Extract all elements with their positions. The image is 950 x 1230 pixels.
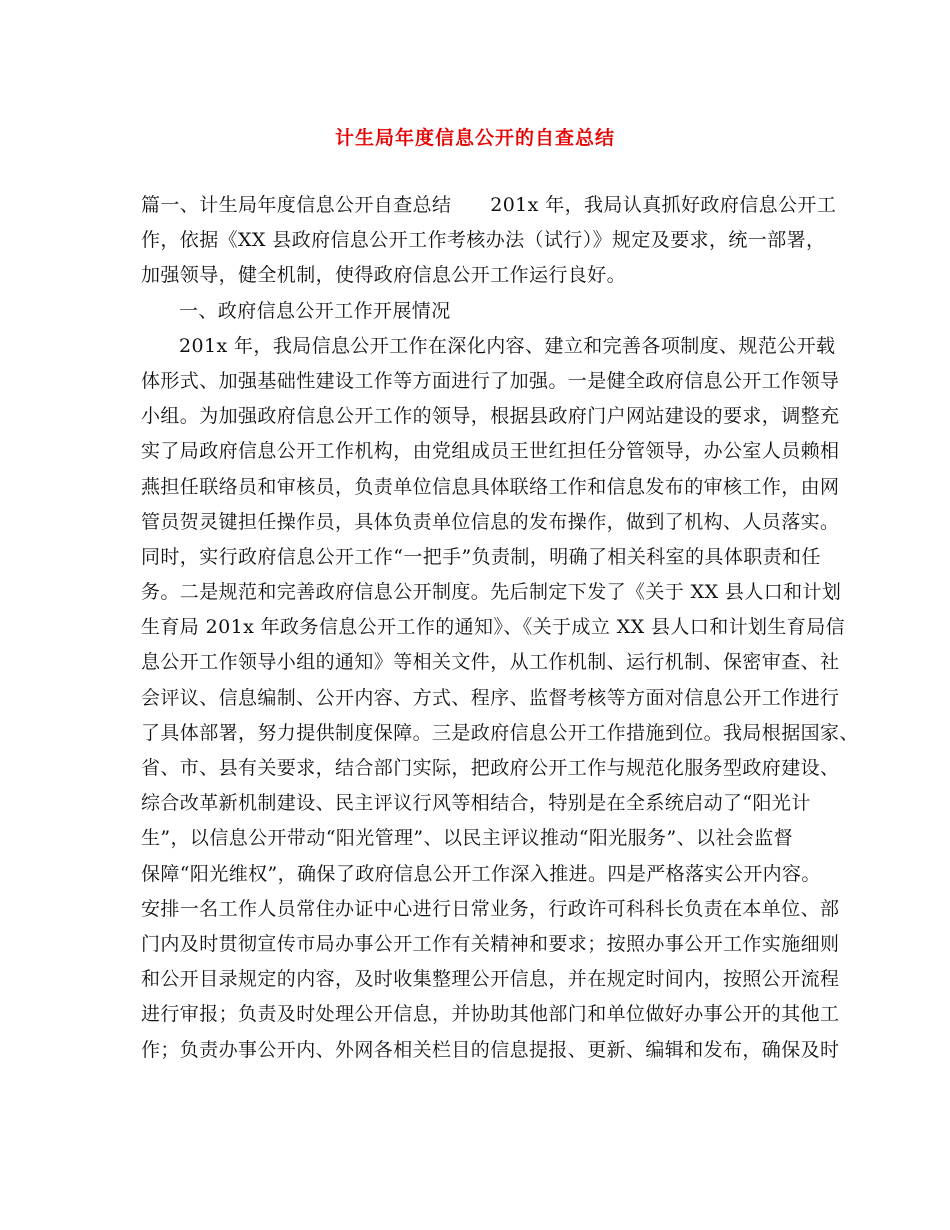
paragraph-line: 201x 年，我局信息公开工作在深化内容、建立和完善各项制度、规范公开载	[179, 334, 836, 357]
paragraph-line: 务。二是规范和完善政府信息公开制度。先后制定下发了《关于 XX 县人口和计划	[141, 581, 842, 604]
paragraph-line: 实了局政府信息公开工作机构，由党组成员王世红担任分管领导，办公室人员赖相	[141, 440, 840, 463]
paragraph-line: 管员贺灵键担任操作员，具体负责单位信息的发布操作，做到了机构、人员落实。	[141, 510, 840, 533]
document-title: 计生局年度信息公开的自查总结	[334, 127, 615, 149]
paragraph-line: 作；负责办事公开内、外网各相关栏目的信息提报、更新、编辑和发布，确保及时	[141, 1038, 840, 1061]
document-body	[141, 193, 859, 1073]
paragraph-line: 省、市、县有关要求，结合部门实际，把政府公开工作与规范化服务型政府建设、	[141, 757, 840, 779]
paragraph-line: 篇一、计生局年度信息公开自查总结 201x 年，我局认真抓好政府信息公开工	[141, 194, 837, 216]
paragraph-line: 会评议、信息编制、公开内容、方式、程序、监督考核等方面对信息公开工作进行	[141, 686, 840, 709]
paragraph-line: 进行审报；负责及时处理公开信息，并协助其他部门和单位做好办事公开的其他工	[141, 1003, 840, 1026]
section-heading: 一、政府信息公开工作开展情况	[179, 299, 451, 322]
paragraph-line: 加强领导，健全机制，使得政府信息公开工作运行良好。	[141, 264, 627, 287]
paragraph-line: 保障“阳光维权”，确保了政府信息公开工作深入推进。四是严格落实公开内容。	[141, 862, 821, 885]
paragraph-line: 和公开目录规定的内容，及时收集整理公开信息，并在规定时间内，按照公开流程	[141, 968, 840, 991]
paragraph-line: 生”，以信息公开带动“阳光管理”、以民主评议推动“阳光服务”、以社会监督	[141, 827, 793, 850]
paragraph-line: 息公开工作领导小组的通知》等相关文件，从工作机制、运行机制、保密审查、社	[141, 651, 840, 674]
paragraph-line: 体形式、加强基础性建设工作等方面进行了加强。一是健全政府信息公开工作领导	[141, 369, 840, 392]
paragraph-line: 门内及时贯彻宣传市局办事公开工作有关精神和要求；按照办事公开工作实施细则	[141, 932, 840, 955]
paragraph-line: 综合改革新机制建设、民主评议行风等相结合，特别是在全系统启动了“阳光计	[141, 792, 811, 815]
paragraph-line: 安排一名工作人员常住办证中心进行日常业务，行政许可科科长负责在本单位、部	[141, 897, 840, 920]
paragraph-line: 了具体部署，努力提供制度保障。三是政府信息公开工作措施到位。我局根据国家、	[141, 721, 859, 744]
paragraph-line: 同时，实行政府信息公开工作“一把手”负责制，明确了相关科室的具体职责和任	[141, 545, 821, 568]
paragraph-line: 生育局 201x 年政务信息公开工作的通知》、《关于成立 XX 县人口和计划生育局信	[141, 616, 845, 639]
paragraph-line: 小组。为加强政府信息公开工作的领导，根据县政府门户网站建设的要求，调整充	[141, 405, 840, 428]
paragraph-line: 作，依据《XX 县政府信息公开工作考核办法（试行）》规定及要求，统一部署，	[141, 229, 826, 252]
paragraph-line: 燕担任联络员和审核员，负责单位信息具体联络工作和信息发布的审核工作，由网	[141, 475, 840, 498]
